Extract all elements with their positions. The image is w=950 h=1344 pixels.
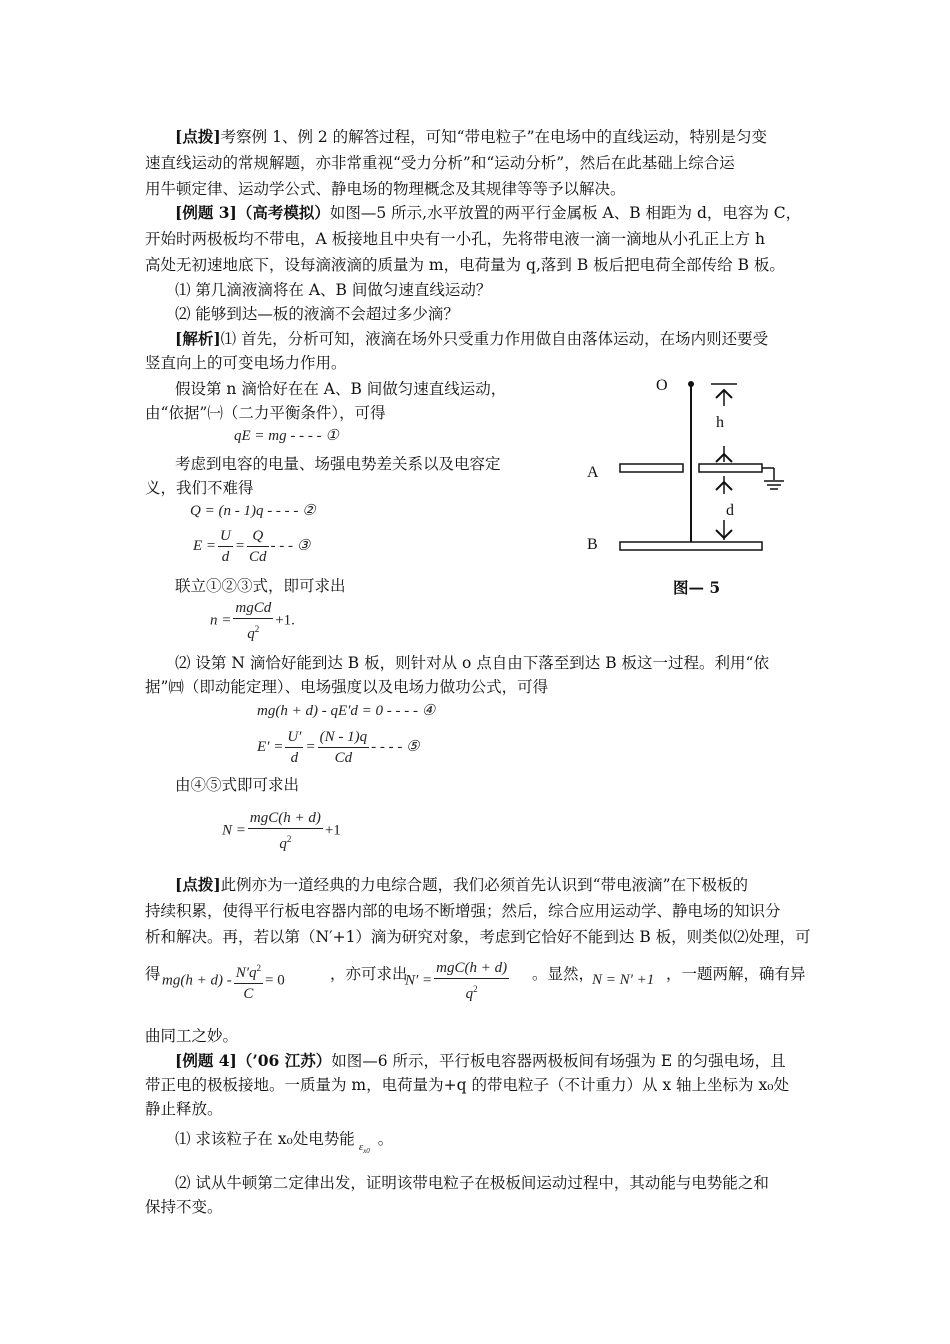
equation-3-tail: - - - ③ <box>270 537 311 554</box>
equation-n-result: n = $\frac{\text{mgCd}}{q^2}$ +1. <box>210 600 295 642</box>
equation-3: E = $\frac{U}{d}$ = $\frac{Q}{Cd}$ - - - ③ <box>193 528 311 565</box>
dianbo2-de: 得 <box>145 965 161 983</box>
plate-a-left <box>620 464 683 472</box>
example4-line-2: 带正电的极板接地。一质量为 m，电荷量为+q 的带电粒子（不计重力）从 x 轴上坐标为 x₀处 <box>145 1076 789 1094</box>
figure-caption: 图— 5 <box>673 578 721 597</box>
solution-line-3: 假设第 n 滴恰好在在 A、B 间做匀速直线运动， <box>175 380 507 398</box>
dianbo1-line-3: 用牛顿定律、运动学公式、静电场的物理概念及其规律等等予以解决。 <box>145 180 626 198</box>
equation-1: qE = mg - - - - ① <box>234 428 339 444</box>
dianbo2-tail: ，一题两解，确有异 <box>666 965 806 983</box>
equation-8: N = N′ +1 <box>592 972 655 988</box>
example3-question-1: ⑴ 第几滴液滴将在 A、B 间做匀速直线运动？ <box>175 281 492 299</box>
solution-label: [解析] <box>175 329 221 348</box>
example3-line-2: 开始时两极板均不带电，A 板接地且中央有一小孔，先将带电液一滴一滴地从小孔正上方 h <box>145 230 766 248</box>
solution-line-2: 竖直向上的可变电场力作用。 <box>145 354 347 372</box>
dianbo2-mid-2: 。显然， <box>532 965 595 983</box>
solution-line-8: ⑵ 设第 N 滴恰好能到达 B 板，则针对从 o 点自由下落至到达 B 板这一过程。利用“依 <box>175 654 769 672</box>
equation-4: mg(h + d) - qE′d = 0 - - - - ④ <box>257 703 436 719</box>
dianbo1-label: [点拨] <box>175 127 221 146</box>
equation-6: mg(h + d) - $\frac{N'q^2}{C}$ = 0 <box>162 958 285 1004</box>
dianbo2-last: 曲同工之妙。 <box>145 1027 239 1045</box>
example4-label: [例题 4]（’06 江苏） <box>175 1051 332 1070</box>
example3-line-1: [例题 3]（高考模拟）如图—5 所示,水平放置的两平行金属板 A、B 相距为 d，电容为 C， <box>175 203 802 222</box>
solution-line-5: 考虑到电容的电量、场强电势差关系以及电容定 <box>175 455 501 473</box>
solution-line-6: 义，我们不难得 <box>145 479 254 497</box>
solution-line-9: 据”㈣（即动能定理）、电场强度以及电场力做功公式，可得 <box>145 678 549 696</box>
solution-line-1: [解析]⑴ 首先，分析可知，液滴在场外只受重力作用做自由落体运动，在场内则还要受 <box>175 329 769 348</box>
example4-line-1: [例题 4]（’06 江苏）如图—6 所示，平行板电容器两极板间有场强为 E 的匀强电场，且 <box>175 1051 786 1070</box>
dianbo2-line-1: [点拨]此例亦为一道经典的力电综合题，我们必须首先认识到“带电液滴”在下极板的 <box>175 875 749 894</box>
example4-question-1: ⑴ 求该粒子在 x₀处电势能 $_{\varepsilon_{x0}}$。 <box>175 1130 394 1156</box>
epsilon-x0-symbol: εx0 <box>358 1141 370 1156</box>
example4-question-2-line-2: 保持不变。 <box>145 1198 223 1216</box>
dianbo2-label: [点拨] <box>175 875 221 894</box>
plate-b <box>620 542 762 550</box>
figure-5-diagram <box>580 370 800 610</box>
solution-line-4: 由“依据”㈠（二力平衡条件），可得 <box>145 404 386 422</box>
solution-line-10: 由④⑤式即可求出 <box>175 776 300 794</box>
equation-5: E′ = $\frac{U'}{d}$ = $\frac{(N - 1)q}{Cd}$ - - - - ⑤ <box>257 729 420 766</box>
dianbo1-line-1: [点拨]考察例 1、例 2 的解答过程，可知“带电粒子”在电场中的直线运动，特别是匀变 <box>175 127 768 146</box>
equation-N-result: N = $\frac{\text{mgC(h + d)}}{q^2}$ +1 <box>222 810 341 852</box>
dianbo2-mid-1: ，亦可求出 <box>330 965 408 983</box>
label-o: O <box>656 377 668 394</box>
example4-line-3: 静止释放。 <box>145 1100 223 1118</box>
label-b: B <box>587 536 598 553</box>
plate-a-right <box>699 464 762 472</box>
dianbo2-line-3: 析和解决。再，若以第（N′+1）滴为研究对象，考虑到它恰好不能到达 B 板，则类似⑵处理，可 <box>145 928 811 946</box>
equation-7: N′ = $\frac{\text{mgC(h + d)}}{q^2}$ <box>405 960 508 1002</box>
label-d: d <box>726 502 734 519</box>
equation-2: Q = (n - 1)q - - - - ② <box>190 503 316 519</box>
dianbo2-line-2: 持续积累，使得平行板电容器内部的电场不断增强；然后，综合应用运动学、静电场的知识分 <box>145 902 781 920</box>
label-h: h <box>716 414 724 431</box>
example3-label: [例题 3]（高考模拟） <box>175 203 330 222</box>
equation-5-tail: - - - - ⑤ <box>371 738 420 755</box>
example3-line-3: 高处无初速地底下，设每滴液滴的质量为 m，电荷量为 q,落到 B 板后把电荷全部传给 B 板。 <box>145 256 785 274</box>
example4-question-2-line-1: ⑵ 试从牛顿第二定律出发，证明该带电粒子在极板间运动过程中，其动能与电势能之和 <box>175 1174 769 1192</box>
point-o-dot <box>688 381 694 387</box>
label-a: A <box>587 464 599 481</box>
example3-question-2: ⑵ 能够到达—板的液滴不会超过多少滴？ <box>175 305 459 323</box>
dianbo1-line-2: 速直线运动的常规解题，亦非常重视“受力分析”和“运动分析”，然后在此基础上综合运 <box>145 154 735 172</box>
solution-line-7: 联立①②③式，即可求出 <box>175 577 346 595</box>
